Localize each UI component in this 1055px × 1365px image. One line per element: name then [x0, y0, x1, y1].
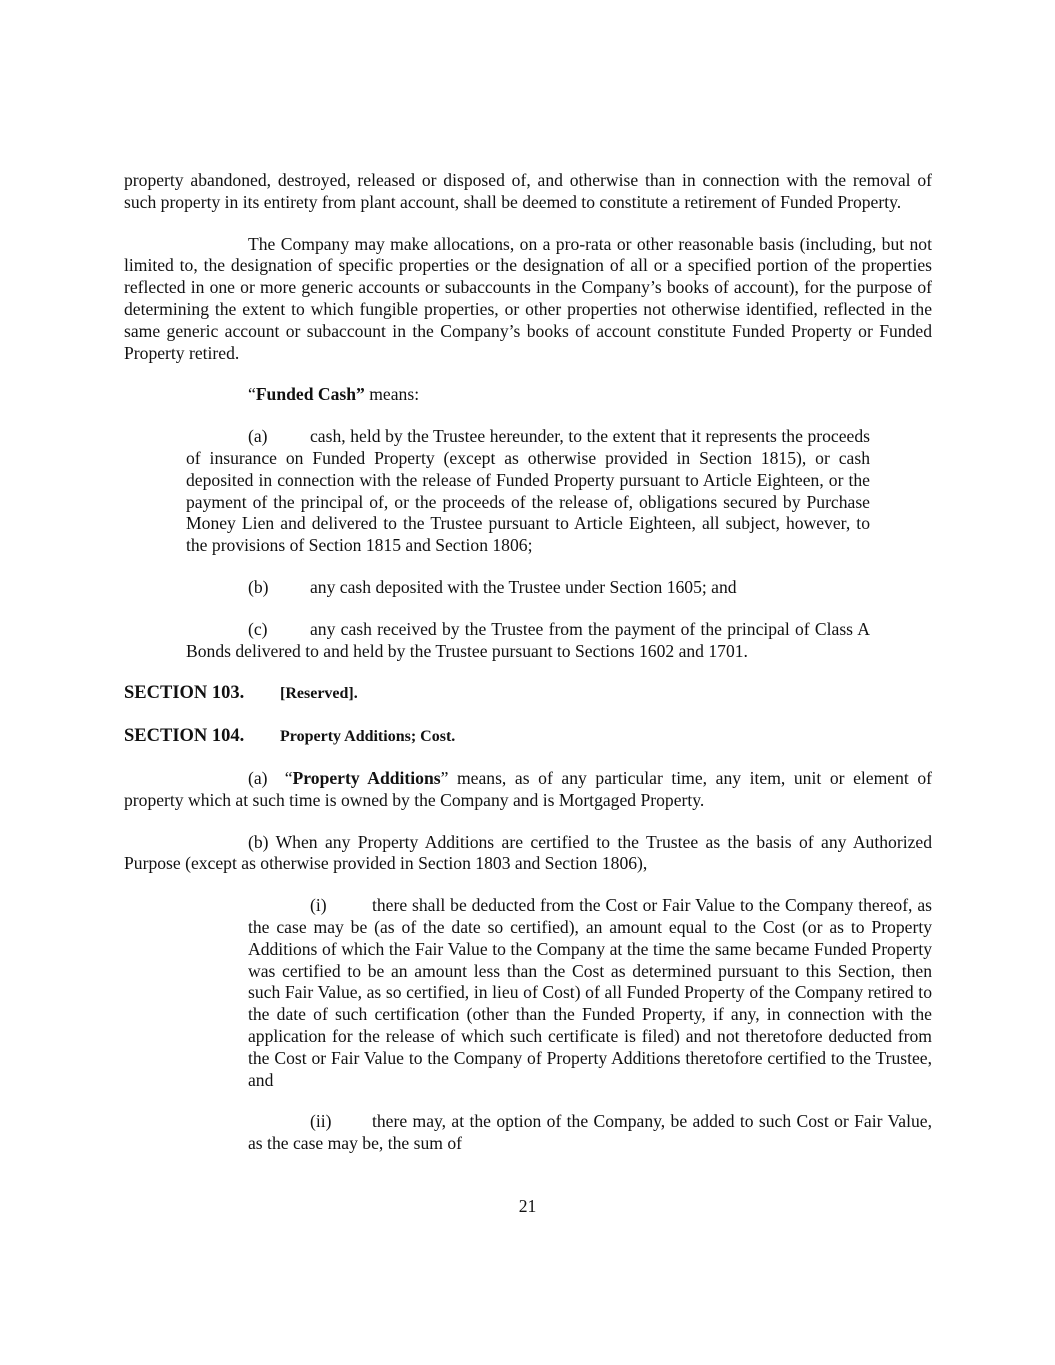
paragraph-label: (a)	[248, 767, 268, 788]
open-quote: “	[248, 384, 256, 405]
open-quote: “	[284, 767, 293, 788]
page-number: 21	[518, 1196, 537, 1216]
item-label: (c)	[248, 618, 268, 639]
definition-property-additions	[124, 768, 932, 812]
item-label: (ii)	[310, 1111, 332, 1132]
definition-text: ” means, as of any particular time, any item, unit or element of property which at such time is owned by the Company and is Mortgaged Property.	[124, 767, 933, 810]
item-text: cash, held by the Trustee hereunder, to the extent that it represents the proceeds of insurance on Funded Property (except as otherwise provided in Section 1815), or cash deposited in connection with the release of Funded Property pursuant to Article Eighteen, or the payment of the principal of, or the proceeds of the release of, obligations secured by Purchase Money Lien and delivered to the Trustee pursuant to Article Eighteen, all subject, however, to the provisions of Section 1815 and Section 1806;	[186, 426, 870, 556]
defined-term-funded-cash: Funded Cash”	[255, 384, 365, 405]
paragraph-allocations: The Company may make allocations, on a pro-rata or other reasonable basis (including, but not limited to, the designation of specific properties or the designation of all or a specified portion of the properties reflected in one or more generic accounts or subaccounts in the Company’s books of account), for the purpose of determining the extent to which fungible properties, or other properties not otherwise identified, reflected in the same generic account or subaccount in the Company’s books of account constitute Funded Property or Funded Property retired.	[124, 233, 932, 363]
section-number: SECTION 103.	[124, 683, 245, 704]
definition-lead-in: means:	[364, 384, 420, 405]
list-item	[248, 1111, 932, 1155]
funded-cash-items	[186, 426, 870, 662]
item-label: (i)	[310, 895, 327, 916]
certification-subitems	[248, 895, 932, 1155]
section-number: SECTION 104.	[124, 726, 245, 747]
item-label: (b)	[248, 576, 269, 597]
section-title: Property Additions; Cost.	[280, 728, 456, 746]
item-text: there may, at the option of the Company, be added to such Cost or Fair Value, as the case may be, the sum of	[248, 1111, 932, 1154]
paragraph-retirement: property abandoned, destroyed, released or disposed of, and otherwise than in connection with the removal of such property in its entirety from plant account, shall be deemed to constitute a retirement of Funded Property.	[124, 170, 932, 212]
list-item	[186, 426, 870, 557]
section-103-heading	[124, 682, 932, 705]
item-label: (a)	[248, 426, 268, 447]
item-text: any cash received by the Trustee from the payment of the principal of Class A Bonds delivered to and held by the Trustee pursuant to Sections 1602 and 1701.	[186, 618, 870, 661]
list-item	[186, 577, 870, 599]
section-104-heading	[124, 725, 932, 748]
defined-term-property-additions: Property Additions	[292, 767, 441, 788]
item-text: any cash deposited with the Trustee under Section 1605; and	[310, 576, 737, 597]
item-text: there shall be deducted from the Cost or Fair Value to the Company thereof, as the case may be (as of the date so certified), an amount equal to the Cost (or as to Property Additions of which the Fair Value to the Company at the time the same became Funded Property was certified to be an amount less than the Cost as determined pursuant to this Section, then such Fair Value, as so certified, in lieu of Cost) of all Funded Property of the Company retired to the date of such certification (other than the Funded Property, if any, in connection with the application for the release of which such certificate is filed) and not theretofore deducted from the Cost or Fair Value to the Company of Property Additions theretofore certified to the Trustee, and	[248, 895, 932, 1090]
section-title: [Reserved].	[280, 685, 358, 703]
document-page	[124, 170, 932, 1155]
paragraph-certification: (b) When any Property Additions are certified to the Trustee as the basis of any Authorized Purpose (except as otherwise provided in Section 1803 and Section 1806),	[124, 831, 932, 874]
definition-funded-cash	[124, 384, 932, 406]
list-item	[248, 895, 932, 1091]
list-item	[186, 619, 870, 663]
